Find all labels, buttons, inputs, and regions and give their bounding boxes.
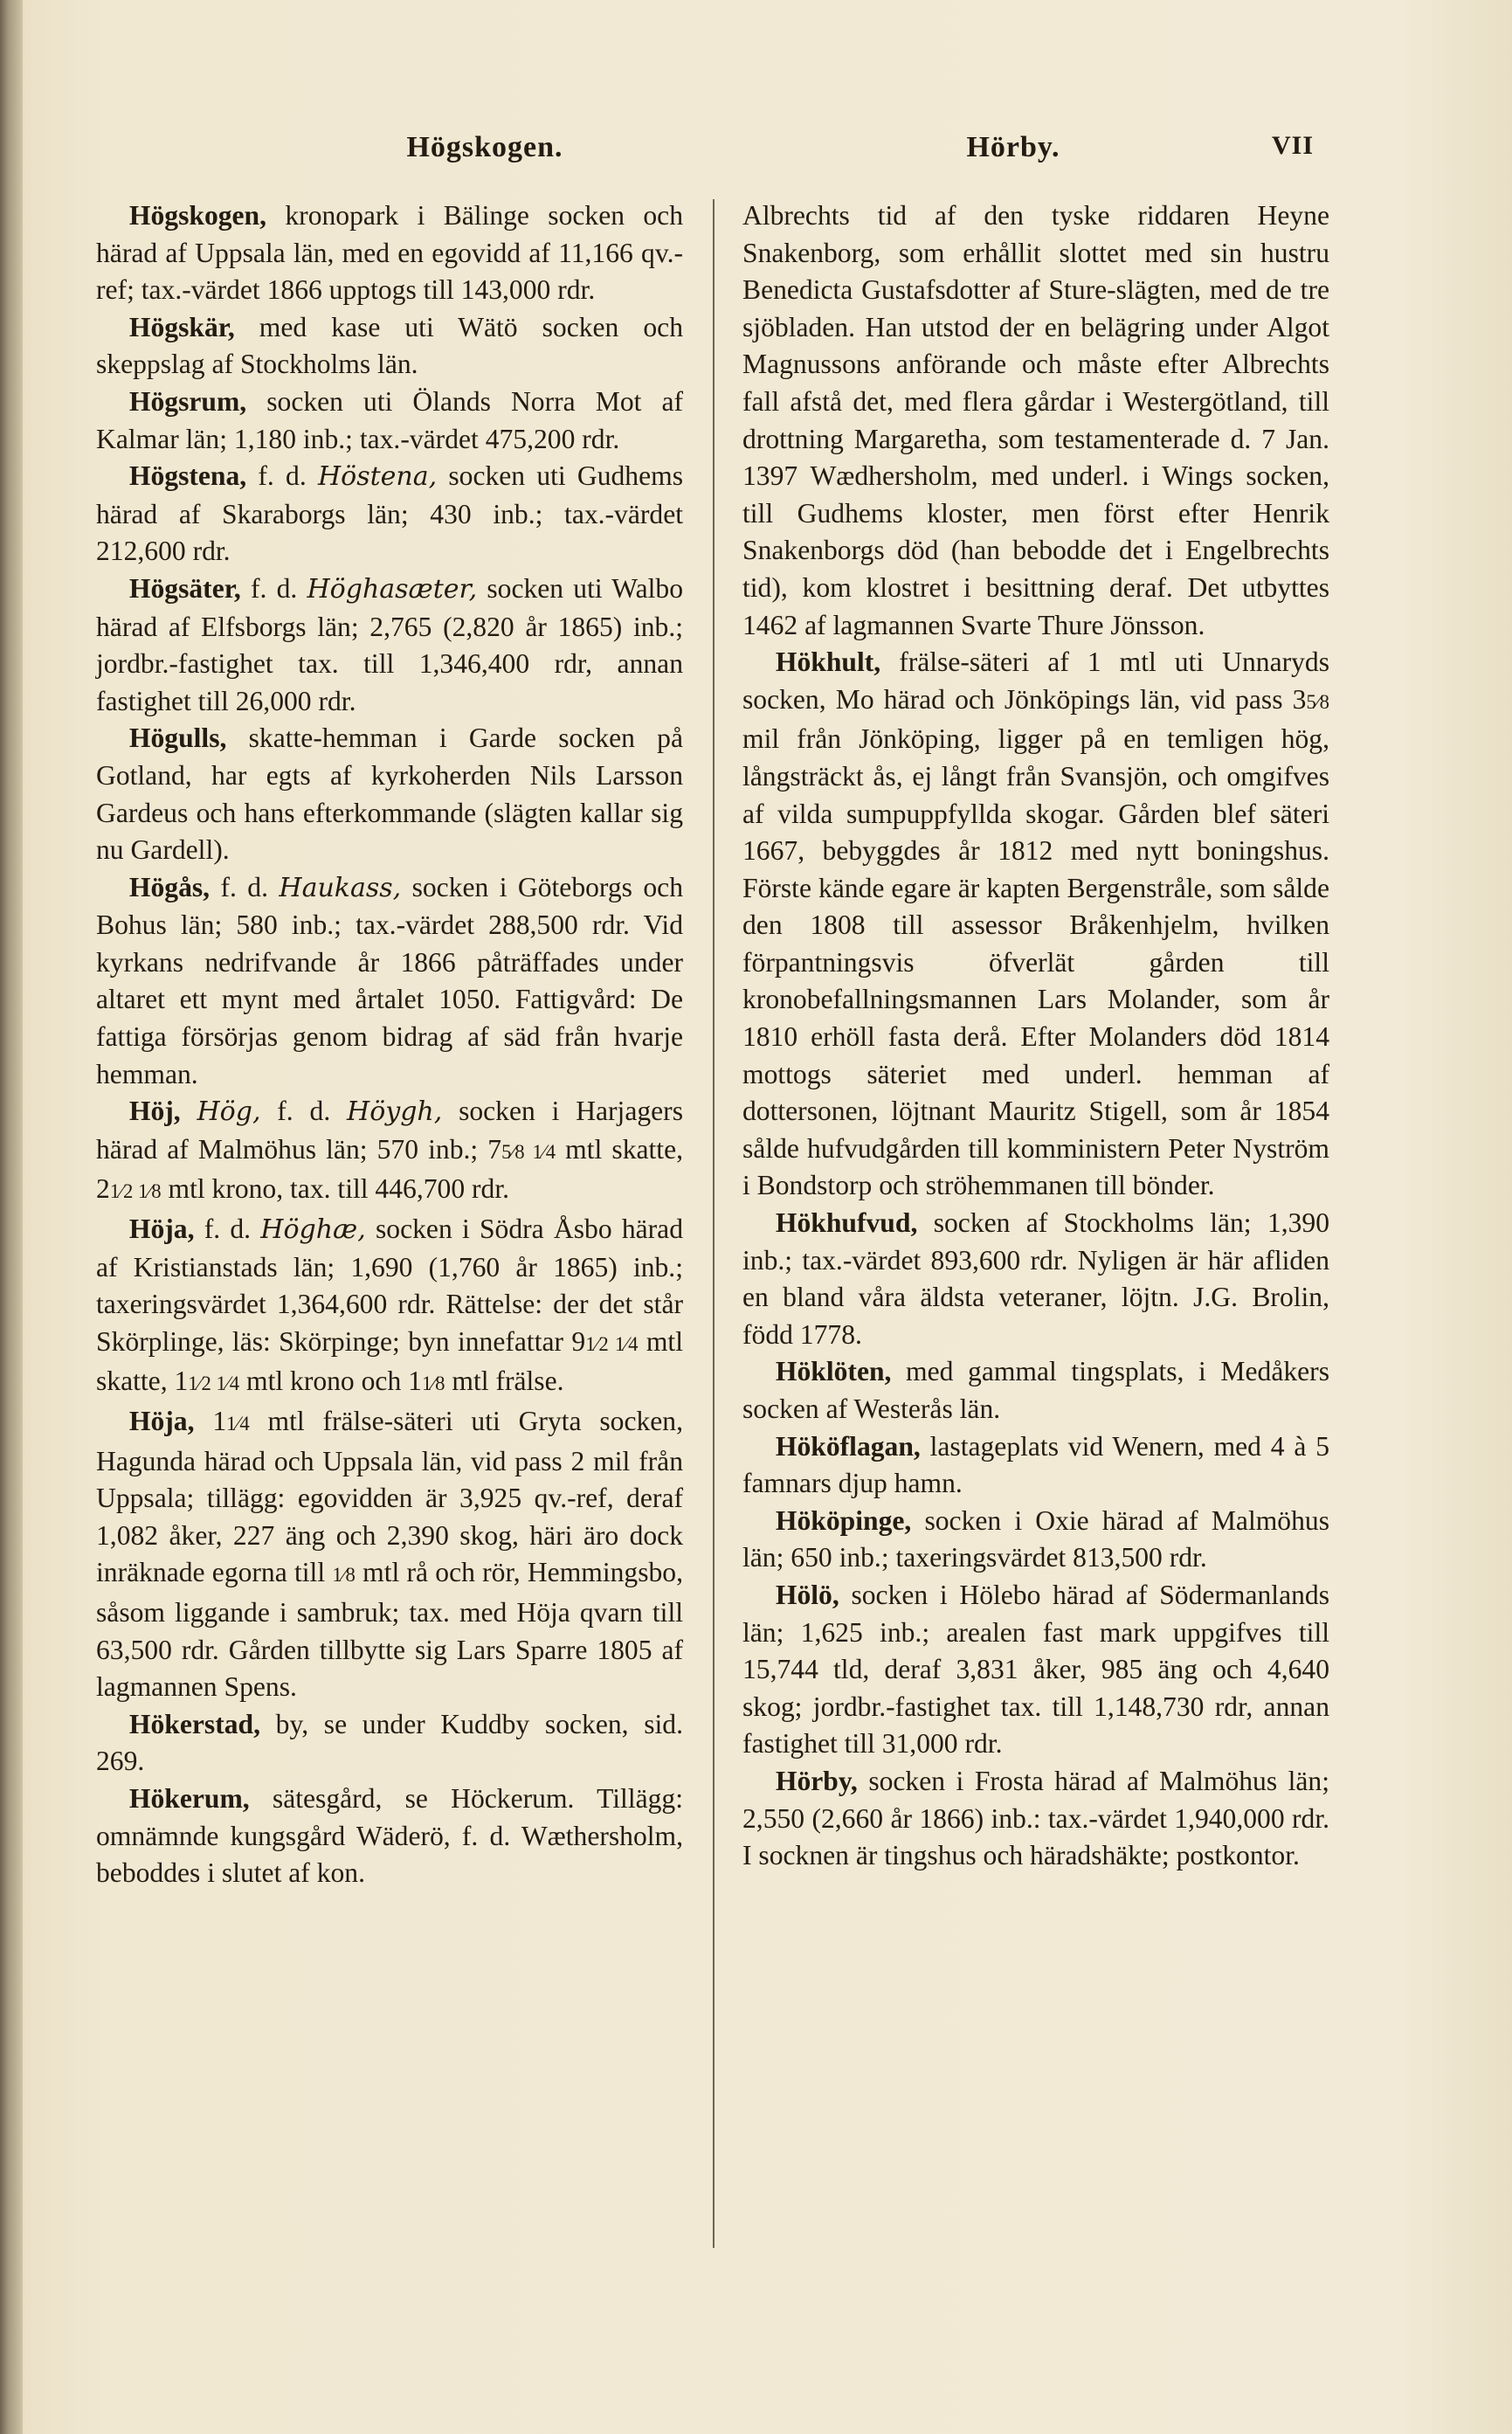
entry-hokerstad [96,1706,683,1781]
entry-hogsater [96,570,683,720]
entry-headword: Högulls, [128,723,227,754]
page-binding-edge [0,0,23,2434]
entry-text: sätesgård, se Höckerum. Tillägg: omnämnde kungsgård Wäderö, f. d. Wæthersholm, beboddes i slutet af kon. [96,1782,683,1889]
entry-text: kronopark i Bälinge socken och härad af Uppsala län, med en egovidd af 11,166 qv.-ref; tax.-värdet 1866 upptogs till 143,000 rdr. [96,200,683,306]
entry-fraction: 1⁄2 1⁄4 [188,1373,240,1395]
entry-text: med gammal tingsplats, i Medåkers socken af Westerås län. [742,1356,1329,1424]
entry-headword: Höklöten, [775,1356,892,1387]
entry-text: socken uti Ölands Norra Mot af Kalmar län; 1,180 inb.; tax.-värdet 475,200 rdr. [96,385,683,454]
entry-fraction: 1⁄8 [421,1373,445,1395]
entry-old-name: Haukass, [279,872,402,903]
entry-text: mtl frälse-säteri uti Gryta socken, Hagunda härad och Uppsala län, vid pass 2 mil från Uppsala; tillägg: egovidden är 3,925 qv.-ref, deraf 1,082 åker, 227 äng och 2,390 skog, häri äro dock inräknade egorna till [96,1406,684,1588]
entry-text: socken af Stockholms län; 1,390 inb.; tax.-värdet 893,600 rdr. Nyligen är här afliden en bland våra äldsta veteraner, löjtn. J.G. Brolin, född 1778. [742,1207,1329,1350]
right-column [742,197,1329,1875]
entry-text: socken i Hölebo härad af Södermanlands län; 1,625 inb.; arealen fast mark uppgifves till 15,744 tld, deraf 3,831 åker, 985 äng och 4,640 skog; jordbr.-fastighet tax. till 1,148,730 rdr, annan fastighet till 31,000 rdr. [742,1579,1329,1760]
entry-text: mtl skatte, 2 [96,1133,683,1205]
entry-text: Albrechts tid af den tyske riddaren Heyne Snakenborg, som erhållit slottet med sin hustru Benedicta Gustafsdotter af Sture-slägten, med de tre sjöbladen. Han utstod der en belägring under Algot Magnussons anförande och måste efter Albrechts fall afstå det, med flera gårdar i Westergötland, till drottning Margaretha, som testamenterade d. 7 Jan. 1397 Wædhersholm, med underl. i Wings socken, till Gudhems kloster, men först efter Henrik Snakenborgs död (han bebodde det i Engelbrechts tid), kom klostret i besittning deraf. Det utbyttes 1462 af lagmannen Svarte Thure Jönsson. [742,200,1329,640]
entry-hoja-sodra-asbo [96,1211,683,1403]
entry-headword: Högskär, [128,311,235,342]
entry-text: f. d. [246,460,318,492]
entry-fraction: 1⁄8 [332,1564,356,1587]
entry-text: frälse-säteri af 1 mtl uti Unnaryds socken, Mo härad och Jönköpings län, vid pass 3 [742,647,1329,715]
entry-hokerum-continued [742,197,1329,644]
entry-headword: Hököflagan, [775,1430,921,1462]
entry-text: socken i Harjagers härad af Malmöhus län; 570 inb.; 7 [96,1096,683,1165]
entry-headword: Hökerum, [128,1782,250,1814]
running-head-right: Hörby. [966,131,1060,163]
entry-hogskogen [96,197,683,309]
entry-old-name: Höygh, [347,1096,443,1128]
entry-text: lastageplats vid Wenern, med 4 à 5 famnars djup hamn. [742,1430,1329,1499]
entry-headword: Hörby, [775,1765,858,1796]
entry-hogulls [96,720,683,868]
entry-text: f. d. [260,1096,348,1127]
entry-text: socken uti Gudhems härad af Skaraborgs län; 430 inb.; tax.-värdet 212,600 rdr. [96,460,683,567]
entry-text: mtl rå och rör, Hemmingsbo, såsom liggande i sambruk; tax. med Höja qvarn till 63,500 rdr. Gården tillbytte sig Lars Sparre 1805 af lagmannen Spens. [96,1557,683,1703]
entry-text: mil från Jönköping, ligger på en temligen hög, långsträckt ås, ej långt från Svansjön, och omgifves af vilda sumpuppfyllda skogar. Gården blef säteri 1667, bebyggdes år 1812 med nytt boningshus. Förste kände egare är kapten Bergenstråle, som sålde den 1808 till assessor Bråkenhjelm, hvilken förpantningsvis öfverlät gården till kronobefallningsmannen Lars Molander, som år 1810 erhöll fasta derå. Efter Molanders död 1814 mottogs säteriet med underl. hemman af dottersonen, löjtnant Mauritz Stigell, som år 1854 sålde hufvudgården till komministern Peter Nyström i Bondstorp och ströhemmanen till bönder. [742,723,1329,1201]
entry-text: f. d. [240,572,307,604]
entry-hoja-gryta [96,1403,683,1706]
entry-headword: Höj, [128,1096,181,1127]
page-number: VII [1271,131,1314,160]
column-divider [713,199,715,2248]
entry-old-name: Höstena, [317,461,438,493]
entry-text: socken i Södra Åsbo härad af Kristianstads län; 1,690 (1,760 år 1865) inb.; taxeringsvärdet 1,364,600 rdr. Rättelse: der det står Skörplinge, läs: Skörpinge; byn innefattar 9 [96,1214,683,1357]
entry-headword: Hölö, [775,1579,839,1610]
entry-old-name: Höghasæter, [307,573,478,605]
entry-hokopinge [742,1503,1329,1577]
entry-hogstena [96,458,683,570]
entry-text [181,1096,197,1126]
left-column [96,197,683,1892]
entry-text: mtl krono och 1 [239,1366,422,1397]
entry-headword: Högskogen, [128,200,267,231]
entry-headword: Höja, [128,1214,195,1245]
entry-text: 1 [194,1406,227,1436]
entry-headword: Hökerstad, [128,1708,260,1739]
entry-hokhult [742,644,1329,1205]
entry-text: skatte-hemman i Garde socken på Gotland, har egts af kyrkoherden Nils Larsson Gardeus och hans efterkommande (slägten kallar sig nu Gardell). [96,723,683,866]
entry-hokhufvud [742,1205,1329,1353]
entry-text: socken i Oxie härad af Malmöhus län; 650 inb.; taxeringsvärdet 813,500 rdr. [742,1504,1329,1573]
entry-hogsrum [96,384,683,458]
entry-text: mtl krono, tax. till 446,700 rdr. [161,1173,510,1205]
entry-horby [742,1763,1329,1875]
entry-hogskar [96,309,683,384]
entry-headword: Högås, [128,871,211,902]
entry-headword: Höja, [128,1406,195,1436]
entry-headword: Högsäter, [128,572,241,604]
entry-fraction: 1⁄4 [226,1413,250,1435]
entry-text: f. d. [210,871,280,902]
entry-fraction: 5⁄8 [1306,690,1329,713]
entry-fraction: 1⁄2 1⁄8 [109,1180,162,1203]
entry-hokerum [96,1781,683,1892]
entry-text: by, se under Kuddby socken, sid. 269. [96,1708,683,1777]
entry-fraction: 1⁄2 1⁄4 [585,1332,639,1355]
entry-headword: Hökhufvud, [775,1207,918,1239]
entry-hokoflagan [742,1428,1329,1503]
entry-old-name: Hög, [197,1096,261,1128]
entry-text: med kase uti Wätö socken och skeppslag af Stockholms län. [96,311,683,380]
entry-fraction: 5⁄8 1⁄4 [501,1140,556,1163]
entry-text: f. d. [194,1214,261,1245]
entry-text: socken i Göteborgs och Bohus län; 580 inb.; tax.-värdet 288,500 rdr. Vid kyrkans nedrifvande år 1866 påträffades under altaret ett mynt med årtalet 1050. Fattigvård: De fattiga försörjas genom bidrag af säd från hvarje hemman. [96,871,683,1089]
entry-headword: Hökhult, [775,647,881,678]
entry-old-name: Höghæ, [260,1214,366,1246]
entry-headword: Högstena, [128,460,247,492]
entry-text: mtl frälse. [445,1366,564,1397]
entry-holo [742,1577,1329,1763]
entry-text: socken uti Walbo härad af Elfsborgs län; 2,765 (2,820 år 1865) inb.; jordbr.-fastighet tax. till 1,346,400 rdr, annan fastighet till 26,000 rdr. [96,572,683,716]
entry-text: socken i Frosta härad af Malmöhus län; 2,550 (2,660 år 1866) inb.: tax.-värdet 1,940,000 rdr. I socknen är tingshus och häradshäkte; postkontor. [742,1765,1329,1871]
entry-hoj [96,1093,683,1211]
running-head-left: Högskogen. [406,131,563,163]
entry-headword: Hököpinge, [775,1504,912,1536]
entry-hokloten [742,1353,1329,1428]
entry-hogas [96,869,683,1094]
entry-headword: Högsrum, [128,385,247,417]
entry-text: mtl skatte, 1 [96,1325,683,1397]
